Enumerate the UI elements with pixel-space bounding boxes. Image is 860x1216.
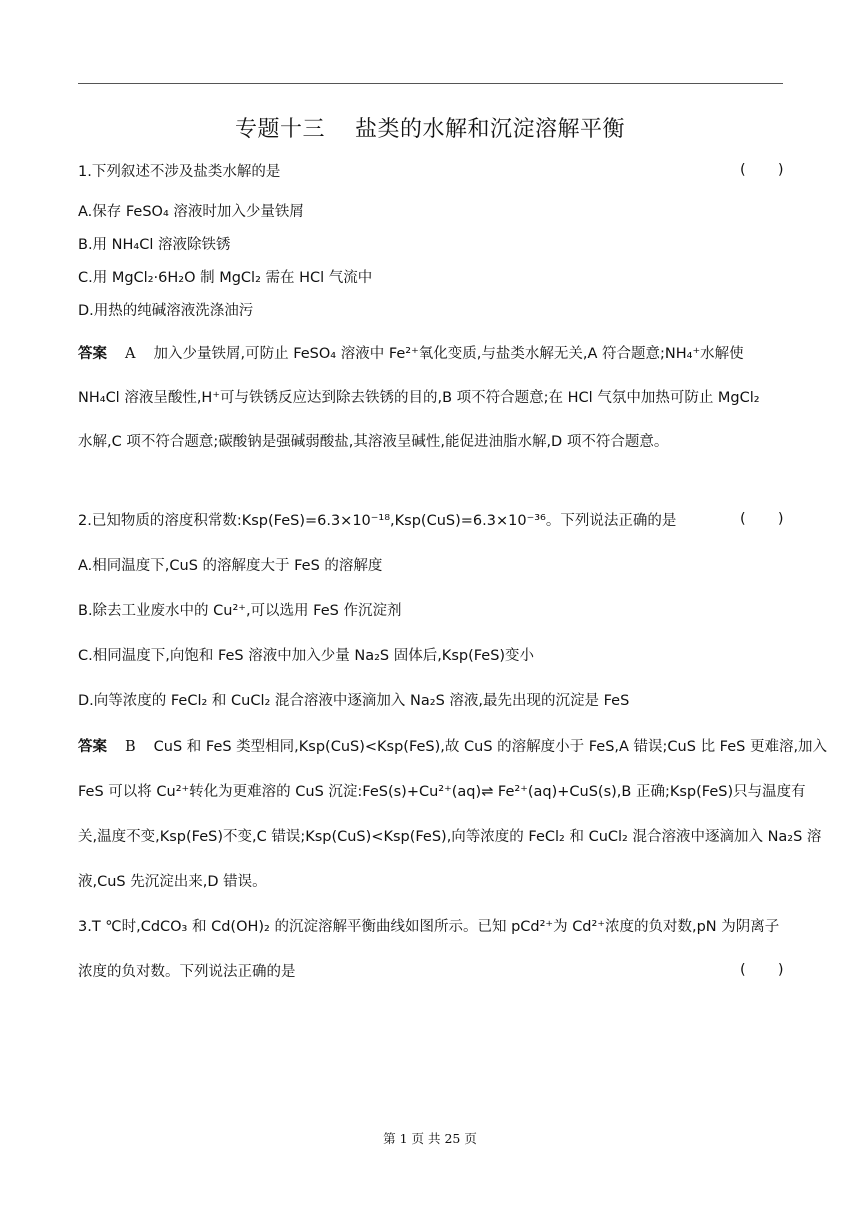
- q1-explanation-3: 水解,C 项不符合题意;碳酸钠是强碱弱酸盐,其溶液呈碱性,能促进油脂水解,D 项不符合题意。: [78, 434, 669, 450]
- q2-explanation-1: CuS 和 FeS 类型相同,Ksp(CuS)<Ksp(FeS),故 CuS 的溶解度小于 FeS,A 错误;CuS 比 FeS 更难溶,加入: [153, 739, 828, 755]
- q3-answer-bracket: ( ): [740, 962, 784, 978]
- q2-explanation-2: FeS 可以将 Cu²⁺转化为更难溶的 CuS 沉淀:FeS(s)+Cu²⁺(aq)⇌ Fe²⁺(aq)+CuS(s),B 正确;Ksp(FeS)只与温度有: [78, 784, 806, 800]
- page-title: 专题十三 盐类的水解和沉淀溶解平衡: [235, 117, 625, 142]
- q2-explanation-3: 关,温度不变,Ksp(FeS)不变,C 错误;Ksp(CuS)<Ksp(FeS),向等浓度的 FeCl₂ 和 CuCl₂ 混合溶液中逐滴加入 Na₂S 溶: [78, 829, 822, 845]
- page-footer: 第 1 页 共 25 页: [383, 1131, 477, 1146]
- q2-answer-bracket: ( ): [740, 511, 784, 527]
- q1-explanation-1: 加入少量铁屑,可防止 FeSO₄ 溶液中 Fe²⁺氧化变质,与盐类水解无关,A 符合题意;NH₄⁺水解使: [153, 346, 744, 362]
- q2-option-c: C.相同温度下,向饱和 FeS 溶液中加入少量 Na₂S 固体后,Ksp(FeS)变小: [78, 648, 535, 664]
- q1-option-b: B.用 NH₄Cl 溶液除铁锈: [78, 237, 231, 253]
- q2-option-b: B.除去工业废水中的 Cu²⁺,可以选用 FeS 作沉淀剂: [78, 603, 402, 619]
- q1-option-d: D.用热的纯碱溶液洗涤油污: [78, 303, 254, 319]
- q2-option-d: D.向等浓度的 FeCl₂ 和 CuCl₂ 混合溶液中逐滴加入 Na₂S 溶液,最先出现的沉淀是 FeS: [78, 693, 630, 709]
- q2-explanation-4: 液,CuS 先沉淀出来,D 错误。: [78, 874, 267, 890]
- q3-stem-1: 3.T ℃时,CdCO₃ 和 Cd(OH)₂ 的沉淀溶解平衡曲线如图所示。已知 pCd²⁺为 Cd²⁺浓度的负对数,pN 为阴离子: [78, 919, 780, 935]
- q1-answer-line-1: [78, 344, 744, 364]
- q2-answer-letter: B: [125, 739, 136, 755]
- q2-answer-label: 答案: [78, 739, 107, 755]
- q2-answer-line-1: [78, 737, 827, 757]
- q1-option-c: C.用 MgCl₂·6H₂O 制 MgCl₂ 需在 HCl 气流中: [78, 270, 373, 286]
- q3-stem-2: 浓度的负对数。下列说法正确的是: [78, 964, 296, 980]
- q2-stem: 2.已知物质的溶度积常数:Ksp(FeS)=6.3×10⁻¹⁸,Ksp(CuS)=6.3×10⁻³⁶。下列说法正确的是: [78, 513, 677, 529]
- q1-answer-letter: A: [125, 346, 136, 362]
- q1-answer-bracket: ( ): [740, 162, 784, 178]
- q1-option-a: A.保存 FeSO₄ 溶液时加入少量铁屑: [78, 204, 304, 220]
- q1-explanation-2: NH₄Cl 溶液呈酸性,H⁺可与铁锈反应达到除去铁锈的目的,B 项不符合题意;在 HCl 气氛中加热可防止 MgCl₂: [78, 390, 760, 406]
- q1-answer-label: 答案: [78, 346, 107, 362]
- q2-option-a: A.相同温度下,CuS 的溶解度大于 FeS 的溶解度: [78, 558, 383, 574]
- q1-stem: 1.下列叙述不涉及盐类水解的是: [78, 164, 281, 180]
- header-rule: [78, 83, 783, 84]
